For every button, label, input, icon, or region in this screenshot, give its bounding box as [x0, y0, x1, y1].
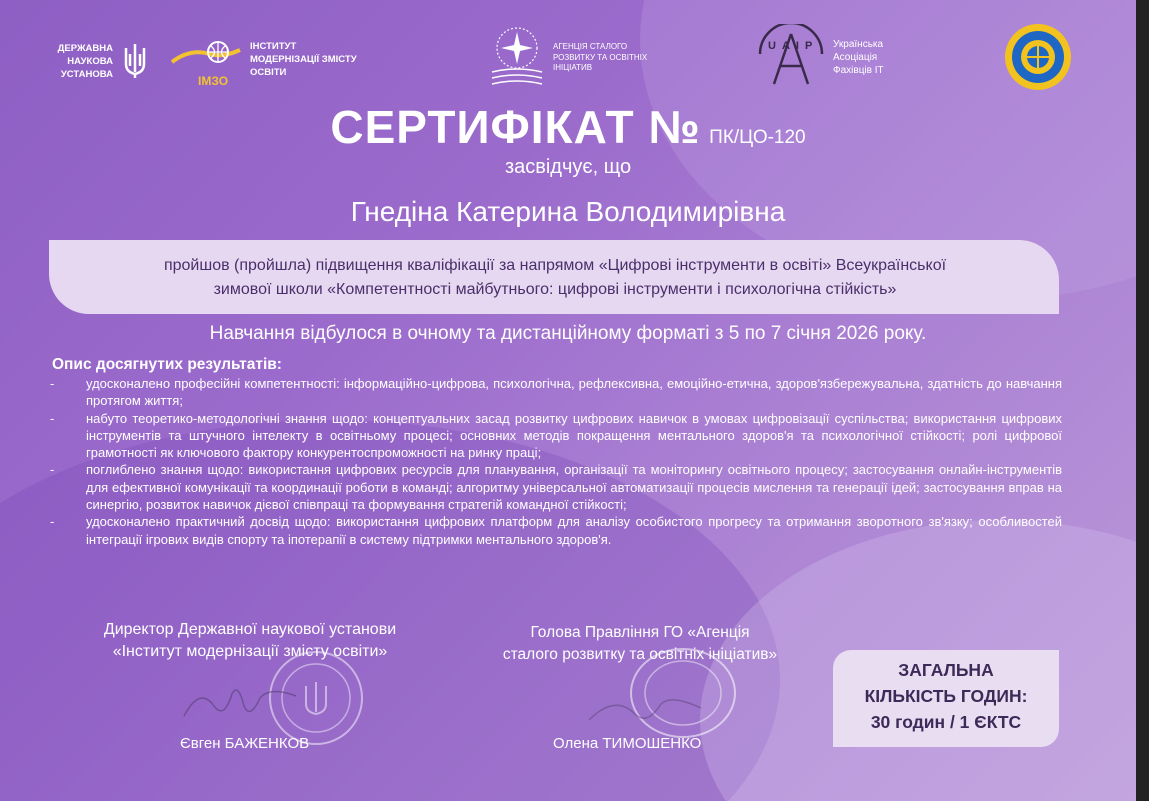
agency-line: АГЕНЦІЯ СТАЛОГО	[553, 42, 628, 51]
agency-logo-icon	[486, 22, 548, 88]
certifies-text: засвідчує, що	[504, 156, 632, 178]
director-title	[60, 619, 440, 663]
status-line: УСТАНОВА	[60, 69, 113, 80]
agency-line: ІНІЦІАТИВ	[553, 63, 593, 72]
title-main: СЕРТИФІКАТ №	[330, 101, 701, 153]
agency-head-title-line: Голова Правління ГО «Агенція	[530, 624, 750, 641]
status-line: ДЕРЖАВНА	[57, 43, 113, 54]
hours-line: КІЛЬКІСТЬ ГОДИН:	[864, 686, 1028, 706]
uaip-name-text	[833, 38, 884, 77]
emblem-icon	[1003, 22, 1073, 92]
hours-text	[833, 657, 1059, 735]
director-title-line: Директор Державної наукової установи	[103, 621, 397, 638]
agency-head-name: Олена ТИМОШЕНКО	[553, 735, 702, 752]
uaip-line: Фахівців ІТ	[833, 65, 884, 76]
training-format: Навчання відбулося в очному та дистанційному форматі з 5 по 7 січня 2026 року.	[209, 323, 927, 344]
signature-mid-icon	[585, 690, 705, 730]
certificate-number: ПК/ЦО-120	[709, 127, 806, 148]
uaip-line: Асоціація	[833, 52, 878, 63]
uaip-line: Українська	[833, 39, 884, 50]
agency-name-text	[553, 42, 647, 74]
window-edge	[1136, 0, 1149, 801]
agency-head-title-line: сталого розвитку та освітніх ініціатив»	[502, 646, 778, 663]
status-line: НАУКОВА	[67, 56, 113, 67]
institute-line: МОДЕРНІЗАЦІЇ ЗМІСТУ	[250, 54, 357, 65]
logos-row	[0, 28, 1136, 98]
certificate-title	[0, 100, 1136, 154]
list-item: - удосконалено професійні компетентності: інформаційно-цифрова, психологічна, рефлексивна, емоційно-етична, здоров'язбережувальна, здатність до навчання протягом життя;	[50, 375, 1062, 410]
director-title-line: «Інститут модернізації змісту освіти»	[112, 643, 388, 660]
description-text	[60, 254, 1050, 302]
imzo-logo-icon	[170, 40, 242, 74]
list-item: - набуто теоретико-методологічні знання щодо: концептуальних засад розвитку цифрових навичок в умовах цифровізації суспільства; використання цифрових інструментів та штучного інтелекту в освітньому процесі; основних методів покращення ментального здоров'я та психологічної стійкості; ролі цифрової грамотності як ключового фактору конкурентоспроможності на ринку праці;	[50, 410, 1062, 462]
hours-line: 30 годин / 1 ЄКТС	[870, 712, 1022, 732]
agency-line: РОЗВИТКУ ТА ОСВІТНІХ	[553, 52, 648, 62]
list-item: - удосконалено практичний досвід щодо: використання цифрових платформ для аналізу особистого прогресу та отримання зворотного зв'язку; особливостей інтеграції ігрових видів спорту та іпотерапії в систему підтримки ментального здоров'я.	[50, 513, 1062, 548]
institute-status-text	[38, 42, 113, 81]
signature-left-icon	[180, 676, 300, 726]
hours-line: ЗАГАЛЬНА	[898, 660, 994, 680]
institute-line: ІНСТИТУТ	[250, 41, 297, 52]
list-item: - поглиблено знання щодо: використання цифрових ресурсів для планування, організації та моніторингу освітнього процесу; застосування онлайн-інструментів для ефективної комунікації та координації роботи в команді; алгоритму універсальної автоматизації процесів мислення та генерації ідей; застосування вправ на синергію, розвиток навичок дієвої співпраці та формування стратегій командної стійкості;	[50, 461, 1062, 513]
uaip-logo-icon	[756, 24, 826, 88]
description-line: зимової школи «Компетентності майбутнього: цифрові інструменти і психологічна стійкість»	[213, 281, 897, 298]
institute-line: ОСВІТИ	[250, 67, 287, 78]
description-line: пройшов (пройшла) підвищення кваліфікації за напрямом «Цифрові інструменти в освіті» Всеукраїнської	[163, 257, 947, 274]
recipient-name: Гнедіна Катерина Володимирівна	[350, 196, 786, 227]
uaip-letters: UAIP	[768, 40, 819, 52]
trident-icon	[122, 42, 148, 80]
institute-name-text	[250, 40, 357, 79]
director-name: Євген БАЖЕНКОВ	[180, 735, 310, 752]
results-title: Опис досягнутих результатів:	[52, 356, 282, 373]
imzo-abbr: ІМЗО	[198, 74, 229, 88]
results-list	[50, 375, 1062, 548]
